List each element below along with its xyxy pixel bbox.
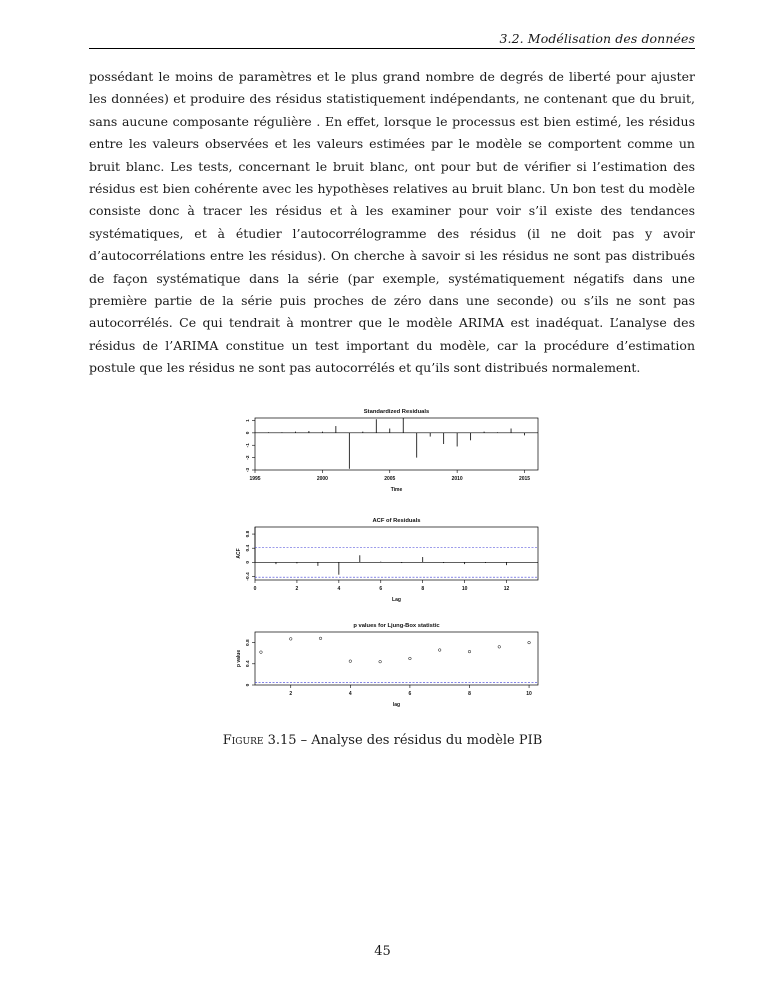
y-tick-label: -0.4 [246,572,251,581]
running-header [89,26,695,49]
x-tick-label: 6 [379,586,383,592]
p-value-point [379,660,382,663]
x-tick-label: 12 [503,586,510,592]
x-tick-label: 2015 [518,476,531,482]
y-tick-label: 0.4 [246,544,251,552]
panel-2-frame [255,527,538,580]
residual-plots [225,400,555,720]
panel-1-title: Standardized Residuals [363,409,430,415]
x-tick-label: 2010 [451,476,463,482]
paragraph: possédant le moins de paramètres et le plus grand nombre de degrés de liberté pour ajuster les données) et produire des résidus statistiquement indépendants, ne contenant que du bruit, sans aucune composante régulière . En effet, lorsque le processus est bien estimé, les résidus entre les valeurs observées et les valeurs estimées par le modèle se comportent comme un bruit blanc. Les tests, concernant le bruit blanc, ont pour but de vérifier si l’estimation des résidus est bien cohérente avec les hypothèses relatives au bruit blanc. Un bon test du modèle consiste donc à tracer les résidus et à les examiner pour voir s’il existe des tendances systématiques, et à étudier l’autocorrélogramme des résidus (il ne doit pas y avoir d’autocorrélations entre les résidus). On cherche à savoir si les résidus ne sont pas distribués de façon systématique dans la série (par exemple, systématiquement négatifs dans une première partie de la série puis proches de zéro dans une seconde) ou s’ils ne sont pas autocorrélés. Ce qui tendrait à montrer que le modèle ARIMA est inadéquat. L’analyse des résidus de l’ARIMA constitue un test important du modèle, car la procédure d’estimation postule que les résidus ne sont pas autocorrélés et qu’ils sont distribués normalement. [89,69,695,376]
panel-3-ylabel: p value [236,649,242,668]
x-tick-label: 6 [408,691,412,697]
p-value-point [498,646,501,649]
figure-residual-analysis [225,400,555,720]
y-tick-label: 0.8 [246,530,251,538]
y-tick-label: 1 [246,419,251,422]
caption-text: Analyse des résidus du modèle PIB [311,733,543,748]
x-tick-label: 1995 [249,476,261,482]
y-tick-label: 0 [246,560,251,564]
y-tick-label: 0 [246,431,251,435]
panel-3-frame [255,632,538,685]
y-tick-label: -3 [246,467,251,473]
panel-3-title: p values for Ljung-Box statistic [353,623,440,629]
p-value-point [438,649,441,652]
y-tick-label: -1 [246,443,251,448]
figure-label: Figure 3.15 [222,733,297,748]
p-value-point [528,641,531,644]
p-value-point [289,638,292,641]
p-value-point [260,651,263,654]
x-tick-label: 4 [337,586,341,592]
body-text [89,66,695,380]
y-tick-label: 0 [246,683,251,687]
page-number: 45 [374,944,391,959]
x-tick-label: 4 [348,691,352,697]
x-tick-label: 2 [289,691,293,697]
x-tick-label: 10 [526,691,532,697]
panel-1-xlabel: Time [390,487,403,493]
x-tick-label: 2000 [316,476,328,482]
panel-3-xlabel: lag [392,702,401,708]
y-tick-label: -2 [246,455,251,460]
p-value-point [468,650,471,653]
x-tick-label: 2 [295,586,299,592]
p-value-point [409,657,412,660]
y-tick-label: 0.4 [246,660,251,668]
p-value-point [349,660,352,663]
y-tick-label: 0.8 [246,639,251,646]
figure-caption [0,733,765,748]
x-tick-label: 2005 [384,476,396,482]
x-tick-label: 0 [253,586,257,592]
x-tick-label: 10 [461,586,468,592]
caption-separator: – [296,733,312,748]
panel-2-title: ACF of Residuals [372,518,421,524]
section-title: 3.2. Modélisation des données [499,31,695,46]
panel-2-ylabel: ACF [236,548,242,559]
panel-1-frame [255,418,538,470]
panel-2-xlabel: Lag [392,597,401,603]
x-tick-label: 8 [468,691,471,697]
x-tick-label: 8 [421,586,425,592]
p-value-point [319,637,322,640]
